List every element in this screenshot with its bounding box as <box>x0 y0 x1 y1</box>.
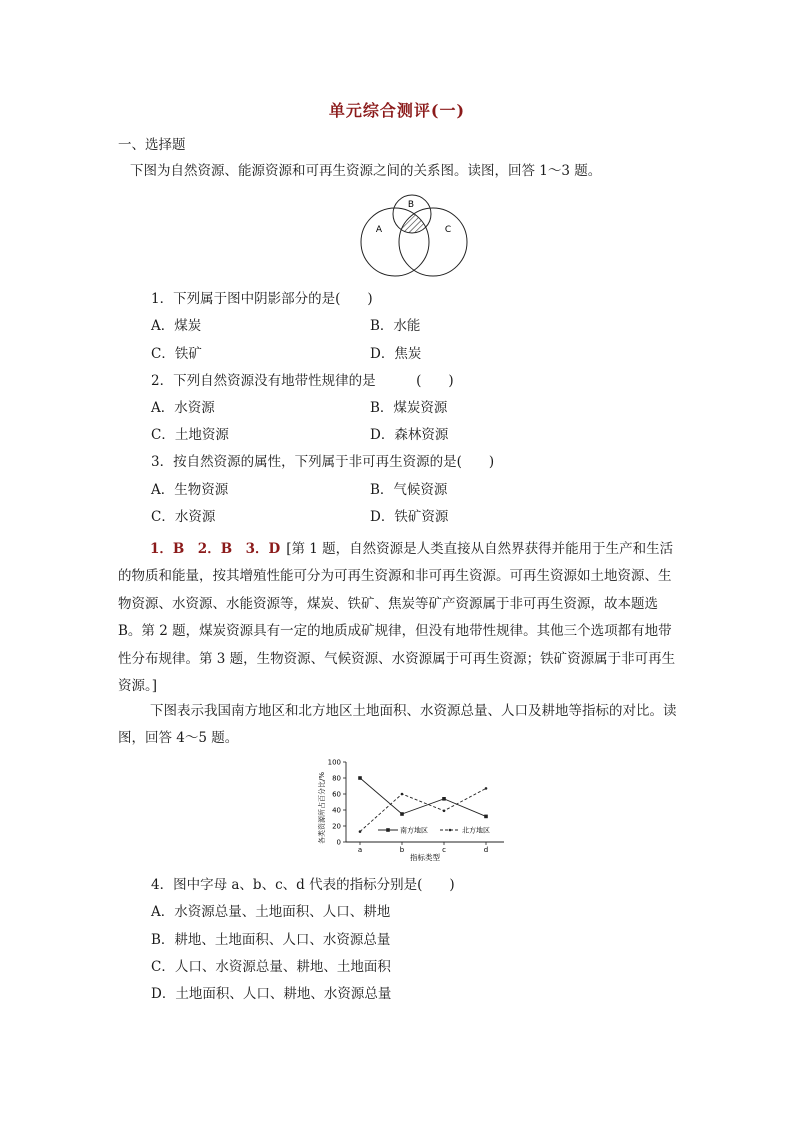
y-tick-label: 80 <box>332 774 341 783</box>
q3-option-a: A．生物资源 <box>151 482 229 498</box>
chart-ylabel: 各类资源所占百分比/% <box>318 771 326 845</box>
section-heading: 一、选择题 <box>118 137 186 153</box>
chart-xlabel: 指标类型 <box>410 853 440 862</box>
q3-option-c: C．水资源 <box>151 509 216 525</box>
line-chart <box>312 756 522 864</box>
series-line-south <box>360 778 486 816</box>
y-tick-label: 100 <box>327 758 341 767</box>
q4-option-a: A．水资源总量、土地面积、人口、耕地 <box>151 904 391 920</box>
q3-option-b: B．气候资源 <box>370 482 448 498</box>
venn-label-c: C <box>444 225 452 235</box>
explanation-text: [第 1 题，自然资源是人类直接从自然界获得并能用于生产和生活的物质和能量，按其增殖性能可分为可再生资源和非可再生资源。可再生资源如土地资源、生物资源、水资源、水能资源等，煤炭、铁矿、焦炭等矿产资源属于非可再生资源，故本题选 B。第 2 题，煤炭资源具有一定的地质成矿规律，但没有地带性规律。其他三个选项都有地带性分布规律。第 3 题，生物资源、气候资源、水资源属于可再生资源；铁矿资源属于非可再生资源。] <box>118 541 676 695</box>
q2-option-a: A．水资源 <box>151 400 215 416</box>
question-3-stem: 3．按自然资源的属性，下列属于非可再生资源的是( ) <box>151 454 495 470</box>
question-2-stem: 2．下列自然资源没有地带性规律的是 ( ) <box>151 373 454 389</box>
page-title: 单元综合测评(一) <box>328 101 466 120</box>
q1-option-a: A．煤炭 <box>151 318 202 334</box>
data-point <box>485 787 488 790</box>
venn-circle-c <box>399 208 467 276</box>
q2-option-b: B．煤炭资源 <box>370 400 448 416</box>
x-tick-label: a <box>357 846 363 854</box>
data-point <box>443 810 446 813</box>
legend-label-south: 南方地区 <box>400 826 428 835</box>
venn-label-b: B <box>407 200 415 210</box>
x-tick-label: b <box>399 846 405 854</box>
question-4-stem: 4．图中字母 a、b、c、d 代表的指标分别是( ) <box>151 877 455 893</box>
venn-diagram <box>355 190 475 282</box>
q3-option-d: D．铁矿资源 <box>370 509 449 525</box>
legend-marker-south <box>386 828 390 832</box>
answer-key: 1．B 2．B 3．D <box>150 541 281 557</box>
q4-option-d: D．土地面积、人口、耕地、水资源总量 <box>151 986 392 1002</box>
y-tick-label: 60 <box>332 790 341 799</box>
data-point <box>400 812 404 816</box>
legend-label-north: 北方地区 <box>462 826 490 835</box>
q2-option-c: C．土地资源 <box>151 427 229 443</box>
venn-circle-a <box>361 208 429 276</box>
intro-text-1: 下图为自然资源、能源资源和可再生资源之间的关系图。读图，回答 1～3 题。 <box>130 163 602 179</box>
series-line-north <box>360 788 486 831</box>
y-tick-label: 0 <box>336 838 341 847</box>
x-tick-label: d <box>483 846 489 854</box>
q4-option-c: C．人口、水资源总量、耕地、土地面积 <box>151 959 391 975</box>
question-1-stem: 1．下列属于图中阴影部分的是( ) <box>151 291 373 307</box>
data-point <box>358 776 362 780</box>
y-tick-label: 40 <box>332 806 341 815</box>
data-point <box>401 793 404 796</box>
intro-text-2: 下图表示我国南方地区和北方地区土地面积、水资源总量、人口及耕地等指标的对比。读图，回答 4～5 题。 <box>118 703 677 746</box>
legend-marker-north <box>449 829 452 832</box>
y-tick-label: 20 <box>332 822 341 831</box>
venn-label-a: A <box>375 225 383 235</box>
q2-option-d: D．森林资源 <box>370 427 449 443</box>
answer-explanation <box>118 536 678 700</box>
data-point <box>442 797 446 801</box>
data-point <box>359 830 362 833</box>
data-point <box>484 815 488 819</box>
q1-option-c: C．铁矿 <box>151 346 202 362</box>
q4-option-b: B．耕地、土地面积、人口、水资源总量 <box>151 932 391 948</box>
q1-option-b: B．水能 <box>370 318 421 334</box>
x-tick-label: c <box>442 846 446 854</box>
q1-option-d: D．焦炭 <box>370 346 422 362</box>
